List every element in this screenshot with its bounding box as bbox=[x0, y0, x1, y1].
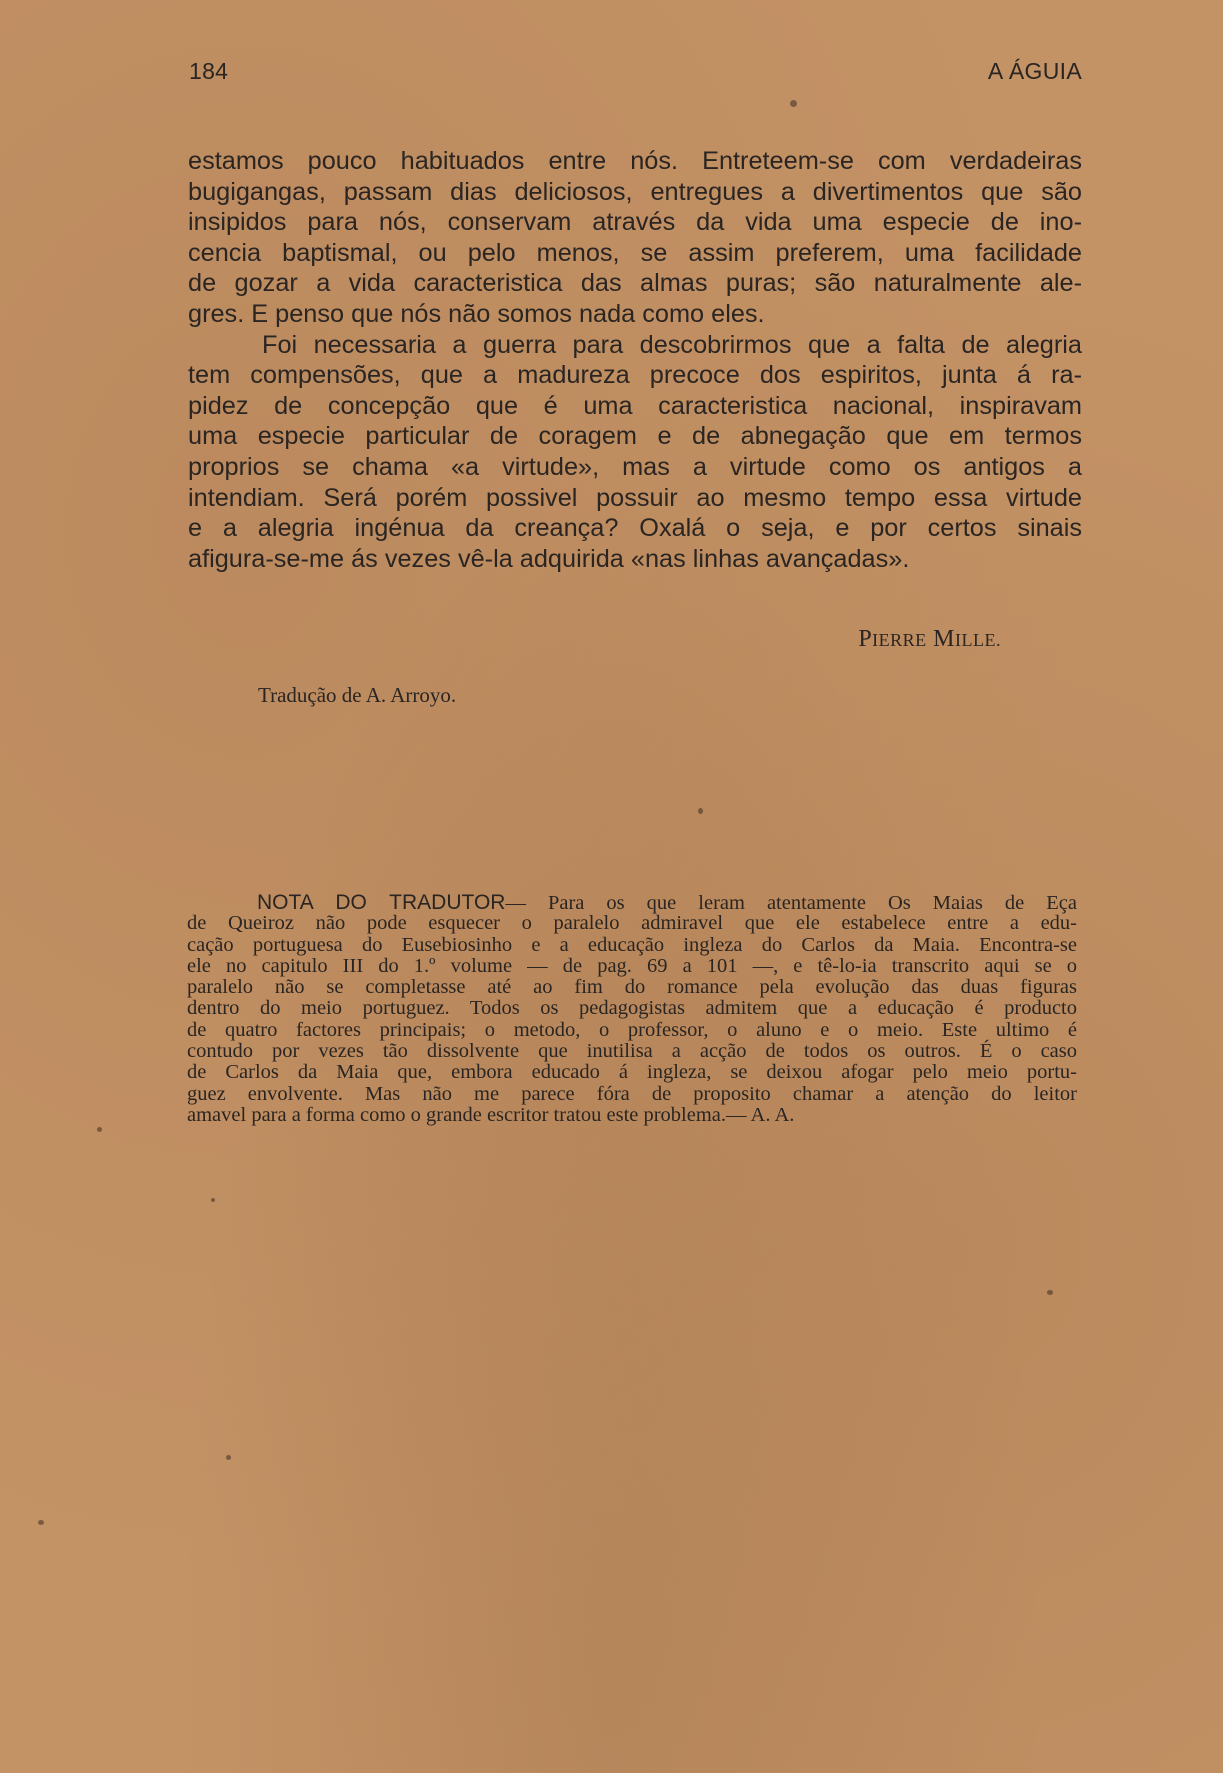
paper-speck bbox=[226, 1455, 231, 1460]
paper-speck bbox=[698, 808, 703, 814]
body-line: e a alegria ingénua da creança? Oxalá o seja, e por certos sinais bbox=[188, 514, 1082, 543]
body-line: intendiam. Será porém possivel possuir ao mesmo tempo essa virtude bbox=[188, 483, 1082, 512]
paper-speck bbox=[38, 1520, 44, 1525]
note-line: de Carlos da Maia que, embora educado á ingleza, se deixou afogar pelo meio portu- bbox=[187, 1061, 1077, 1084]
note-line: amavel para a forma como o grande escritor tratou este problema.— A. A. bbox=[187, 1103, 795, 1126]
note-line: de quatro factores principais; o metodo, o professor, o aluno e o meio. Este ultimo é bbox=[187, 1018, 1077, 1041]
paper-speck bbox=[790, 100, 797, 107]
note-line: cação portuguesa do Eusebiosinho e a educação ingleza do Carlos da Maia. Encontra-se bbox=[187, 933, 1077, 956]
body-line: estamos pouco habituados entre nós. Entreteem-se com verdadeiras bbox=[188, 147, 1082, 175]
body-line: bugigangas, passam dias deliciosos, entregues a divertimentos que são bbox=[188, 177, 1082, 206]
signature-smallcaps: ILLE. bbox=[955, 630, 1001, 650]
note-lead: NOTA DO TRADUTOR bbox=[257, 891, 506, 914]
article-body bbox=[188, 146, 1082, 574]
note-line: de Queiroz não pode esquecer o paralelo admiravel que ele estabelece entre a edu- bbox=[187, 912, 1077, 935]
journal-title: A ÁGUIA bbox=[987, 58, 1082, 84]
note-line: dentro do meio portuguez. Todos os pedagogistas admitem que a educação é producto bbox=[187, 997, 1077, 1020]
body-line: gres. E penso que nós não somos nada como eles. bbox=[188, 299, 765, 328]
note-line: guez envolvente. Mas não me parece fóra de proposito chamar a atenção do leitor bbox=[187, 1082, 1077, 1105]
note-line: contudo por vezes tão dissolvente que inutilisa a acção de todos os outros. É o caso bbox=[187, 1040, 1077, 1063]
paper-speck bbox=[1047, 1290, 1053, 1295]
body-line: tem compensões, que a madureza precoce dos espiritos, junta á ra- bbox=[188, 361, 1082, 390]
note-line: paralelo não se completasse até ao fim do romance pela evolução das duas figuras bbox=[187, 976, 1077, 999]
page-number: 184 bbox=[189, 58, 229, 84]
running-head bbox=[189, 58, 1082, 88]
body-line: uma especie particular de coragem e de abnegação que em termos bbox=[188, 422, 1082, 451]
body-line: pidez de concepção que é uma caracteristica nacional, inspiravam bbox=[188, 391, 1082, 420]
translator-note bbox=[187, 892, 1077, 1126]
paragraph-first-line: Foi necessaria a guerra para descobrirmos que a falta de alegria bbox=[262, 330, 1082, 359]
paper-speck bbox=[97, 1127, 102, 1132]
note-first-line bbox=[187, 892, 1077, 913]
signature-smallcaps: IERRE bbox=[872, 630, 927, 650]
signature-initial: P bbox=[858, 626, 873, 652]
body-line: insipidos para nós, conservam através da vida uma especie de ino- bbox=[188, 208, 1082, 237]
body-line: proprios se chama «a virtude», mas a virtude como os antigos a bbox=[188, 452, 1082, 481]
signature-initial: M bbox=[933, 626, 956, 652]
note-line: — Para os que leram atentamente Os Maias de Eça bbox=[505, 892, 1077, 914]
body-line: de gozar a vida caracteristica das almas puras; são naturalmente ale- bbox=[188, 269, 1082, 298]
note-line: ele no capitulo III do 1.º volume — de pag. 69 a 101 —, e tê-lo-ia transcrito aqui se o bbox=[187, 954, 1077, 977]
translator-credit: Tradução de A. Arroyo. bbox=[258, 683, 457, 707]
author-signature bbox=[858, 626, 1001, 653]
body-line: cencia baptismal, ou pelo menos, se assim preferem, uma facilidade bbox=[188, 238, 1082, 267]
body-line: afigura-se-me ás vezes vê-la adquirida «nas linhas avançadas». bbox=[188, 544, 910, 573]
paper-speck bbox=[211, 1198, 215, 1202]
